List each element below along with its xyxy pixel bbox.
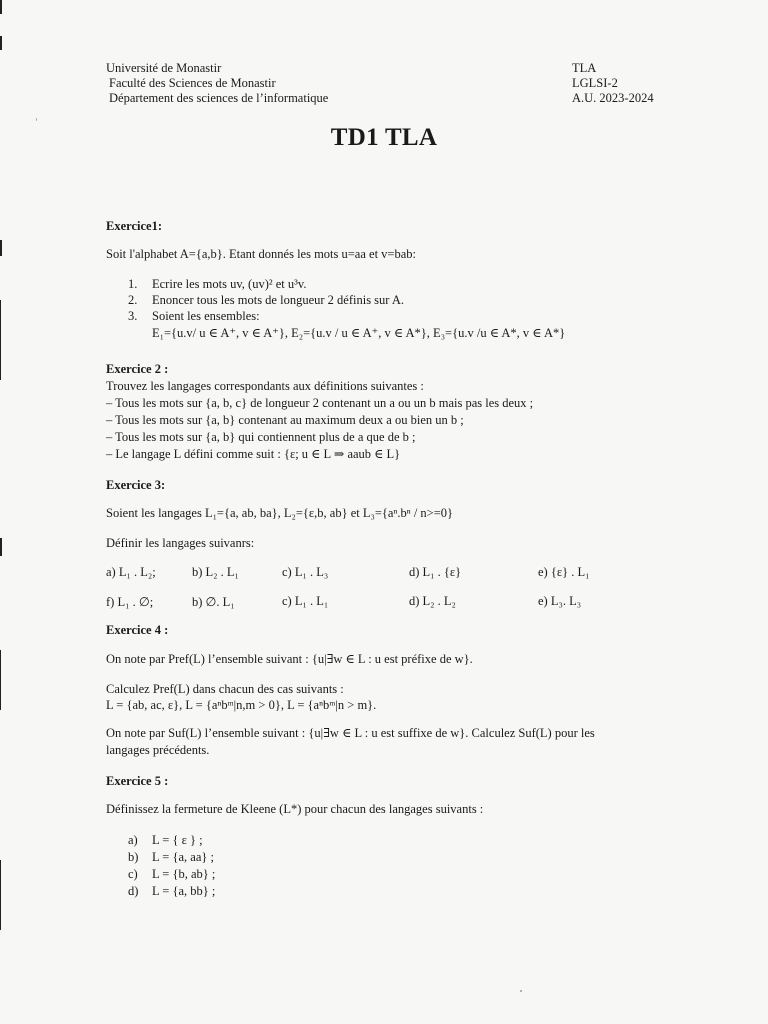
exercise-2-line: – Le langage L défini comme suit : {ε; u ∈ L ⇒ aaub ∈ L}: [106, 447, 401, 461]
institution-header: [106, 61, 328, 106]
exercise-4-heading: Exercice 4 :: [106, 623, 169, 637]
exercise-1-heading: Exercice1:: [106, 219, 162, 233]
operation-item: f) L₁ . ∅;: [106, 595, 154, 609]
operations-row-1: [106, 565, 706, 582]
operation-item: e) {ε} . L₁: [538, 565, 590, 579]
sets-definition: E₁={u.v/ u ∈ A⁺, v ∈ A⁺}, E₂={u.v / u ∈ A⁺, v ∈ A*}, E₃={u.v /u ∈ A*, v ∈ A*}: [152, 326, 566, 340]
exercise-5-heading: Exercice 5 :: [106, 774, 169, 788]
list-item: c) L = {b, ab} ;: [128, 867, 216, 881]
operation-item: b) ∅. L₁: [192, 595, 235, 609]
academic-year: A.U. 2023-2024: [572, 91, 654, 105]
faculty-name: Faculté des Sciences de Monastir: [109, 76, 276, 90]
scan-edge-mark: [0, 538, 2, 556]
operation-item: d) L₂ . L₂: [409, 594, 456, 608]
scan-speck: [36, 118, 37, 121]
exercise-1-intro: Soit l'alphabet A={a,b}. Etant donnés les mots u=aa et v=bab:: [106, 247, 416, 261]
exercise-2-intro: Trouvez les langages correspondants aux définitions suivantes :: [106, 379, 424, 393]
exercise-2-line: – Tous les mots sur {a, b} contenant au maximum deux a ou bien un b ;: [106, 413, 464, 427]
course-name: TLA: [572, 61, 597, 75]
class-name: LGLSI-2: [572, 76, 618, 90]
operations-row-2: [106, 594, 706, 611]
operation-item: a) L₁ . L₂;: [106, 565, 156, 579]
course-header: [572, 61, 654, 106]
list-item: b) L = {a, aa} ;: [128, 850, 214, 864]
scan-edge-mark: [0, 0, 2, 14]
list-item: d) L = {a, bb} ;: [128, 884, 216, 898]
operation-item: c) L₁ . L₃: [282, 565, 329, 579]
exercise-4-suffix-def: On note par Suf(L) l’ensemble suivant : {u|∃w ∈ L : u est suffixe de w}. Calculez Suf(L) pour les langages précédents.: [106, 726, 595, 757]
exercise-4-prefix-def: On note par Pref(L) l’ensemble suivant : {u|∃w ∈ L : u est préfixe de w}.: [106, 652, 473, 666]
exercise-2-line: – Tous les mots sur {a, b} qui contiennent plus de a que de b ;: [106, 430, 416, 444]
department-name: Département des sciences de l’informatique: [109, 91, 329, 105]
list-item: 1. Ecrire les mots uv, (uv)² et u³v.: [128, 277, 307, 291]
scan-edge-mark: [0, 36, 2, 50]
scan-edge-mark: [0, 650, 1, 710]
page-title: TD1 TLA: [330, 124, 438, 151]
operation-item: c) L₁ . L₁: [282, 594, 329, 608]
list-item: a) L = { ε } ;: [128, 833, 203, 847]
scan-edge-mark: [0, 860, 1, 930]
operation-item: e) L₃. L₃: [538, 594, 582, 608]
exercise-3-intro: Soient les langages L₁={a, ab, ba}, L₂={ε,b, ab} et L₃={aⁿ.bⁿ / n>=0}: [106, 506, 454, 520]
scan-edge-mark: [0, 300, 1, 380]
list-item: 2. Enoncer tous les mots de longueur 2 définis sur A.: [128, 293, 405, 307]
operation-item: d) L₁ . {ε}: [409, 565, 462, 579]
scan-edge-mark: [0, 240, 2, 256]
exercise-2-heading: Exercice 2 :: [106, 362, 169, 376]
scan-speck: [520, 990, 522, 992]
exercise-3-heading: Exercice 3:: [106, 478, 166, 492]
list-item: 3. Soient les ensembles:: [128, 309, 260, 323]
exercise-2-line: – Tous les mots sur {a, b, c} de longueur 2 contenant un a ou un b mais pas les deux ;: [106, 396, 534, 410]
university-name: Université de Monastir: [106, 61, 222, 75]
exercise-4-prefix-task: Calculez Pref(L) dans chacun des cas suivants :: [106, 682, 344, 696]
exercise-3-define: Définir les langages suivanrs:: [106, 536, 255, 550]
operation-item: b) L₂ . L₁: [192, 565, 239, 579]
exercise-5-intro: Définissez la fermeture de Kleene (L*) pour chacun des langages suivants :: [106, 802, 484, 816]
exercise-4-languages: L = {ab, ac, ε}, L = {aⁿbᵐ|n,m > 0}, L = {aⁿbᵐ|n > m}.: [106, 698, 377, 712]
